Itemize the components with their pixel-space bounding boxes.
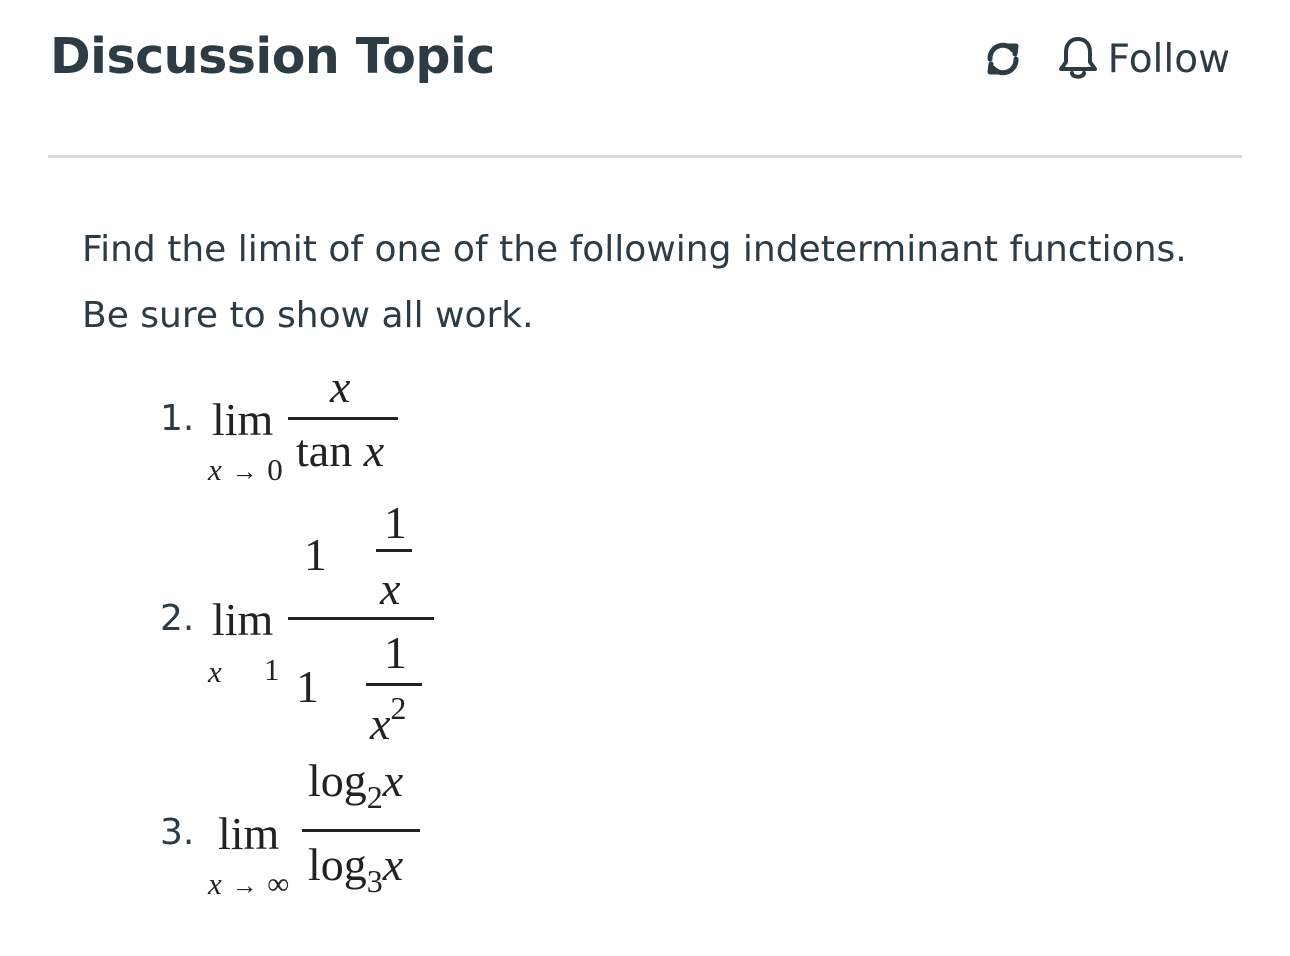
topic-body (82, 217, 1202, 349)
inner-fraction-bar (366, 683, 422, 686)
limit-subscript: x → 0 (208, 452, 283, 487)
fraction-bar (288, 417, 398, 420)
header-actions (978, 34, 1230, 84)
denominator-frac-top: 1 (384, 627, 407, 678)
denominator-one: 1 (296, 661, 319, 712)
numerator-frac-top: 1 (384, 497, 407, 548)
limit-operator: lim (212, 594, 274, 645)
denominator-frac-bottom: $x^2$ (370, 690, 407, 749)
main-fraction-bar (288, 617, 434, 620)
numerator: $\log_2x$ (308, 755, 404, 815)
fraction-bar (302, 829, 420, 832)
limit-subscript: x → ∞ (208, 866, 290, 901)
page-header (48, 22, 1242, 102)
limit-operator: lim (212, 394, 274, 445)
inner-fraction-bar (376, 549, 412, 552)
problem-number: 1. (160, 398, 195, 439)
limit-subscript-var: x (208, 654, 222, 689)
topic-prompt: Find the limit of one of the following indeterminant functions. Be sure to show all work. (82, 229, 1187, 336)
denominator: tan x (296, 425, 385, 476)
numerator: x (330, 361, 351, 412)
limit-subscript-target: 1 (264, 652, 280, 687)
refresh-icon[interactable] (978, 34, 1028, 84)
numerator-frac-bottom: x (380, 563, 401, 614)
problem-number: 2. (160, 598, 195, 639)
numerator-one: 1 (304, 529, 327, 580)
denominator: $\log_3x$ (308, 839, 404, 899)
page-title: Discussion Topic (50, 28, 495, 85)
follow-button[interactable] (1056, 34, 1230, 84)
bell-icon (1056, 34, 1100, 84)
problem-number: 3. (160, 812, 195, 853)
limit-operator: lim (218, 808, 280, 859)
follow-label: Follow (1107, 36, 1230, 82)
header-divider (48, 155, 1242, 158)
